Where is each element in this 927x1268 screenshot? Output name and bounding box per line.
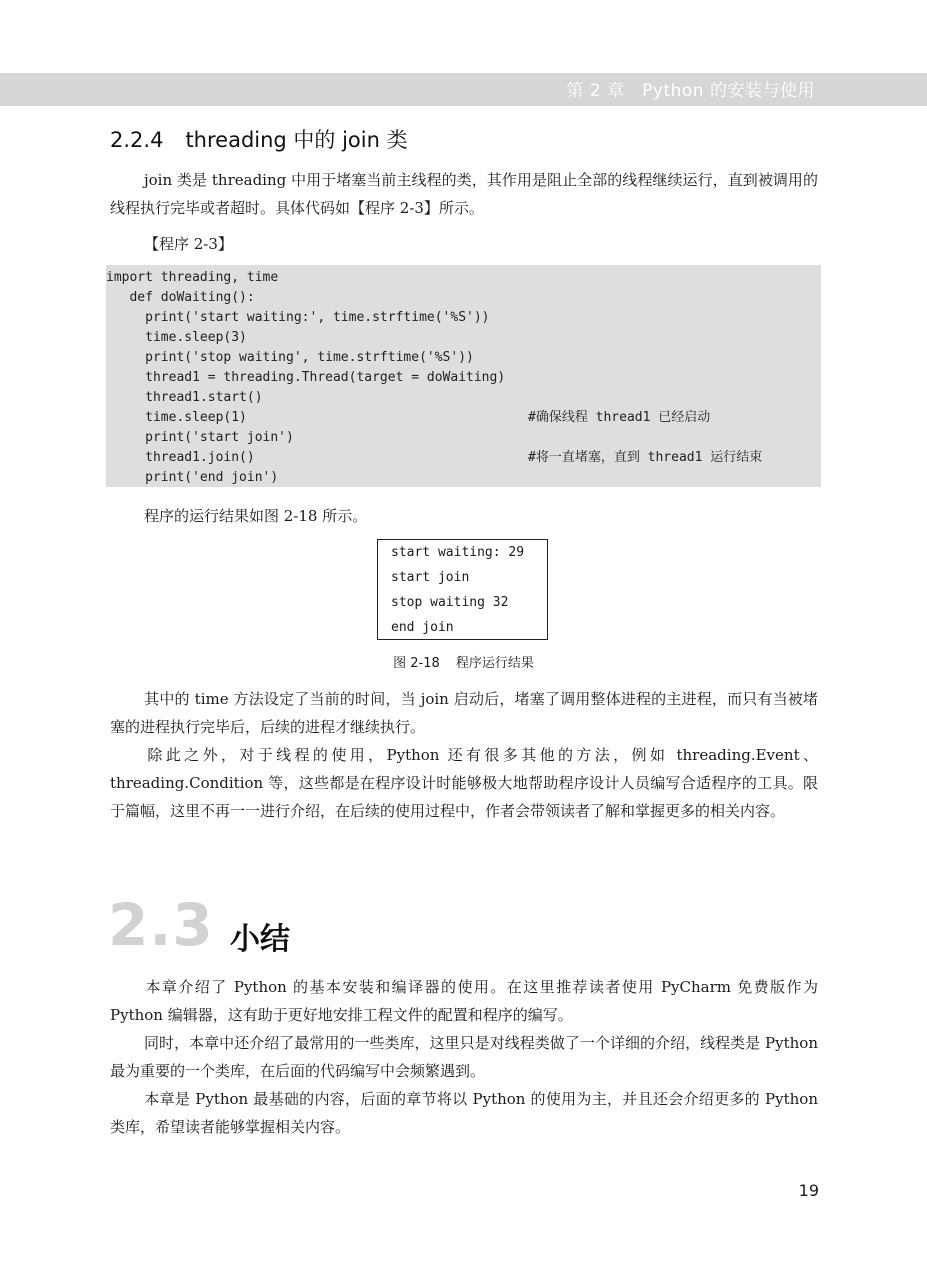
section-heading-2-2-4 <box>110 124 408 154</box>
code-line: thread1.start() <box>106 390 263 405</box>
page-number: 19 <box>798 1181 819 1200</box>
section-number-large: 2.3 <box>108 891 214 959</box>
code-line: print('end join') <box>106 470 279 485</box>
figure-caption-text: 程序运行结果 <box>455 656 534 671</box>
code-line: import threading, time <box>106 270 279 285</box>
summary-paragraph <box>110 1085 818 1141</box>
body-paragraph <box>110 741 818 825</box>
code-line: print('start waiting:', time.strftime('%S')) <box>106 310 490 325</box>
section-title-summary: 小结 <box>230 922 290 957</box>
code-line: time.sleep(3) <box>106 330 247 345</box>
summary-paragraph <box>110 1029 818 1085</box>
summary-paragraph <box>110 973 818 1029</box>
code-line: thread1 = threading.Thread(target = doWaiting) <box>106 370 506 385</box>
program-output-box <box>377 539 548 640</box>
code-line: thread1.join() #将一直堵塞，直到 thread1 运行结束 <box>106 448 255 468</box>
body-text: 除此之外，对于线程的使用，Python 还有很多其他的方法，例如 threading.Event、threading.Condition 等，这些都是在程序设计时能够极大地帮助程序设计人员编写合适程序的工具。限于篇幅，这里不再一一进行介绍，在后续的使用过程中，作者会带领读者了解和掌握更多的相关内容。 <box>110 746 818 820</box>
output-line: start waiting: 29 <box>391 545 525 560</box>
intro-paragraph <box>110 166 818 222</box>
summary-text: 本章介绍了 Python 的基本安装和编译器的使用。在这里推荐读者使用 PyCharm 免费版作为 Python 编辑器，这有助于更好地安排工程文件的配置和程序的编写。 <box>110 978 818 1024</box>
body-text: 其中的 time 方法设定了当前的时间，当 join 启动后，堵塞了调用整体进程的主进程，而只有当被堵塞的进程执行完毕后，后续的进程才继续执行。 <box>110 690 818 736</box>
body-paragraph <box>110 685 818 741</box>
code-line: print('stop waiting', time.strftime('%S')) <box>106 350 474 365</box>
section-number: 2.2.4 <box>110 128 164 152</box>
program-label: 【程序 2-3】 <box>144 235 233 253</box>
code-block <box>106 265 821 487</box>
chapter-header-bar <box>0 73 927 106</box>
output-line: start join <box>391 570 470 585</box>
result-intro-paragraph <box>110 502 818 530</box>
output-line: end join <box>391 620 454 635</box>
code-line: def doWaiting(): <box>106 290 255 305</box>
intro-text: join 类是 threading 中用于堵塞当前主线程的类，其作用是阻止全部的线程继续运行，直到被调用的线程执行完毕或者超时。具体代码如【程序 2-3】所示。 <box>110 171 818 217</box>
code-line: print('start join') <box>106 430 294 445</box>
result-intro-text: 程序的运行结果如图 2-18 所示。 <box>144 507 368 525</box>
figure-caption <box>0 652 927 671</box>
code-line: time.sleep(1) #确保线程 thread1 已经启动 <box>106 408 247 428</box>
output-line: stop waiting 32 <box>391 595 509 610</box>
code-comment: #将一直堵塞，直到 thread1 运行结束 <box>528 450 763 465</box>
summary-text: 本章是 Python 最基础的内容，后面的章节将以 Python 的使用为主，并且还会介绍更多的 Python 类库，希望读者能够掌握相关内容。 <box>110 1090 818 1136</box>
chapter-title: 第 2 章 Python 的安装与使用 <box>566 81 815 101</box>
summary-text: 同时，本章中还介绍了最常用的一些类库，这里只是对线程类做了一个详细的介绍，线程类是 Python 最为重要的一个类库，在后面的代码编写中会频繁遇到。 <box>110 1034 818 1080</box>
code-comment: #确保线程 thread1 已经启动 <box>528 410 711 425</box>
figure-number: 图 2-18 <box>393 656 440 671</box>
section-title: threading 中的 join 类 <box>185 128 408 152</box>
